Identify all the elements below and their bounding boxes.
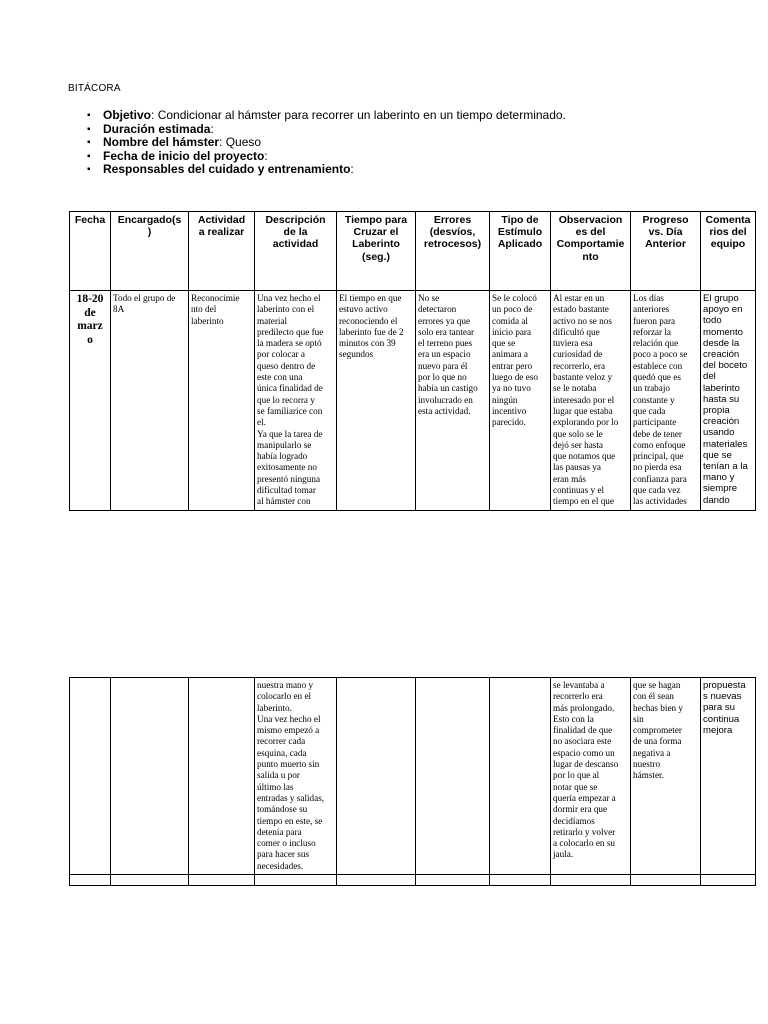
header-descripcion: Descripción de la actividad xyxy=(255,212,337,291)
objective-value: Condicionar al hámster para recorrer un laberinto en un tiempo determinado. xyxy=(157,108,566,122)
cell-descripcion: Una vez hecho el laberinto con el material predilecto que fue la madera se optó por colocar a queso dentro de este con una única finalidad de que lo recorra y se familiarice con el. Ya que la tarea de manipularlo se había logrado exitosamente no presentó ninguna dificultad tomar al hámster con xyxy=(255,291,337,511)
cell-encargado: Todo el grupo de 8A xyxy=(111,291,189,511)
table-row xyxy=(70,291,756,511)
header-encargados: Encargado(s ) xyxy=(111,212,189,291)
hamster-name-label: Nombre del hámster xyxy=(103,135,220,149)
cell-progreso: Los días anteriores fueron para reforzar la relación que poco a poco se establece con quedó que es un trabajo constante y que cada participante debe de tener como enfoque principal, que no pierda esa confianza para que cada vez las actividades xyxy=(631,291,701,511)
cell-empty xyxy=(416,678,490,875)
header-tiempo: Tiempo para Cruzar el Laberinto (seg.) xyxy=(337,212,416,291)
start-date-item: ▪ Fecha de inicio del proyecto: xyxy=(85,150,566,164)
cell-fecha: 18-20 de marz o xyxy=(70,291,111,511)
cell-errores: No se detectaron errores ya que solo era tantear el terreno pues era un espacio nuevo para él por lo que no había un castigo involucrado en esta actividad. xyxy=(416,291,490,511)
table-row xyxy=(70,678,756,875)
cell-actividad: Reconocimie nto del laberinto xyxy=(189,291,255,511)
cell-descripcion-cont: nuestra mano y colocarlo en el laberinto. Una vez hecho el mismo empezó a recorrer cada esquina, cada punto muerto sin salida u por último las entradas y salidas, tomándose su tiempo en este, se detenía para comer o incluso para hacer sus necesidades. xyxy=(255,678,337,875)
hamster-name-item: ▪ Nombre del hámster: Queso xyxy=(85,136,566,150)
cell-estimulo: Se le colocó un poco de comida al inicio para que se animara a entrar pero luego de eso ya no tuvo ningún incentivo parecido. xyxy=(490,291,551,511)
log-table-part2 xyxy=(69,677,756,886)
header-progreso: Progreso vs. Día Anterior xyxy=(631,212,701,291)
header-row xyxy=(70,212,756,291)
duration-item: ▪ Duración estimada: xyxy=(85,123,566,137)
cell-progreso-cont: que se hagan con él sean hechas bien y sin comprometer de una forma negativa a nuestro hámster. xyxy=(631,678,701,875)
header-actividad: Actividad a realizar xyxy=(189,212,255,291)
document-title: BITÁCORA xyxy=(68,83,121,94)
header-estimulo: Tipo de Estímulo Aplicado xyxy=(490,212,551,291)
cell-empty xyxy=(111,678,189,875)
duration-label: Duración estimada xyxy=(103,121,211,136)
cell-empty xyxy=(490,678,551,875)
header-comentarios: Comenta rios del equipo xyxy=(701,212,756,291)
project-info-list xyxy=(85,109,566,177)
start-date-label: Fecha de inicio del proyecto xyxy=(103,148,265,163)
cell-empty xyxy=(337,678,416,875)
hamster-name-value: Queso xyxy=(225,135,262,149)
cell-comentarios: El grupo apoyo en todo momento desde la creación del boceto del laberinto hasta su propia creación usando materiales que se tenían a la mano y siempre dando xyxy=(701,291,756,511)
cell-observaciones: Al estar en un estado bastante activo no se nos dificultó que tuviera esa curiosidad de recorrerlo, era bastante veloz y se le notaba interesado por el lugar que estaba explorando por lo que solo se le dejó ser hasta que notamos que las pausas ya eran más continuas y el tiempo en el que xyxy=(551,291,631,511)
objective-label: Objetivo xyxy=(103,108,152,122)
cell-tiempo: El tiempo en que estuvo activo reconociendo el laberinto fue de 2 minutos con 39 segundos xyxy=(337,291,416,511)
responsibles-label: Responsables del cuidado y entrenamiento xyxy=(103,162,351,176)
cell-empty xyxy=(70,678,111,875)
header-fecha: Fecha xyxy=(70,212,111,291)
cell-observaciones-cont: se levantaba a recorrerlo era más prolongado. Esto con la finalidad de que no asociara este espacio como un lugar de descanso por lo que al notar que se quería empezar a dormir era que decidíamos retirarlo y volver a colocarlo en su jaula. xyxy=(551,678,631,875)
objective-item: ▪ Objetivo: Condicionar al hámster para recorrer un laberinto en un tiempo determinado. xyxy=(85,109,566,123)
header-errores: Errores (desvíos, retrocesos) xyxy=(416,212,490,291)
cell-comentarios-cont: propuesta s nuevas para su continua mejora xyxy=(701,678,756,875)
cell-empty xyxy=(189,678,255,875)
log-table-part1 xyxy=(69,211,756,511)
header-observaciones: Observacion es del Comportamie nto xyxy=(551,212,631,291)
table-row-empty xyxy=(70,875,756,886)
responsibles-item: ▪ Responsables del cuidado y entrenamiento: xyxy=(85,163,566,177)
